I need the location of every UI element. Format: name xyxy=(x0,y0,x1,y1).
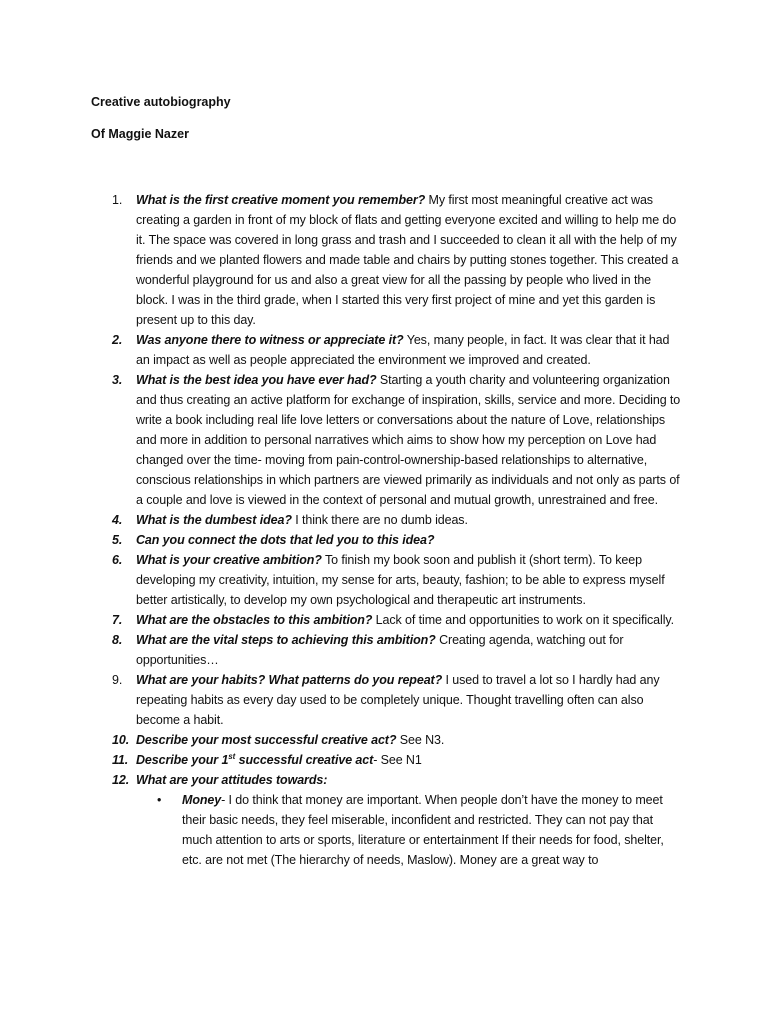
document-author-line: Of Maggie Nazer xyxy=(91,127,189,141)
question-text: What is the first creative moment you remember? xyxy=(136,193,426,207)
item-number: 12. xyxy=(112,773,130,787)
bullet-icon: • xyxy=(157,793,162,807)
question-text: Can you connect the dots that led you to this idea? xyxy=(136,533,435,547)
list-item xyxy=(0,330,681,370)
attitude-term: Money xyxy=(182,793,222,807)
answer-text: - See N1 xyxy=(373,753,422,767)
list-item xyxy=(0,670,681,730)
item-number: 8. xyxy=(112,633,123,647)
question-text: Was anyone there to witness or appreciate it? xyxy=(136,333,404,347)
answer-text: See N3. xyxy=(396,733,445,747)
answer-text: My first most meaningful creative act was creating a garden in front of my block of flats and getting everyone excited and willing to help me do it. The space was covered in long grass and trash and I succeeded to clean it all with the help of my friends and we planted flowers and made table and chairs by putting stones together. This created a wonderful playground for us and also a great view for all the passing by people who lived in the block. I was in the third grade, when I started this very first project of mine and yet this garden is present up to this day. xyxy=(136,193,679,327)
question-text: What are the vital steps to achieving this ambition? xyxy=(136,633,436,647)
answer-text: Creating agenda, watching out for opportunities… xyxy=(136,633,624,667)
item-number: 6. xyxy=(112,553,123,567)
question-text-start: Describe your 1 xyxy=(136,753,229,767)
document-title: Creative autobiography xyxy=(91,95,231,109)
list-item xyxy=(0,190,681,330)
sublist-item xyxy=(136,790,682,870)
question-text: Describe your most successful creative act? xyxy=(136,733,397,747)
ordinal-suffix: st xyxy=(228,752,236,761)
list-item xyxy=(0,770,681,870)
answer-text: I used to travel a lot so I hardly had any repeating habits as every day used to be completely unique. Thought travelling often can also become a habit. xyxy=(136,673,660,727)
list-item xyxy=(0,370,681,510)
attitude-text: - I do think that money are important. When people don’t have the money to meet their basic needs, they feel miserable, inconfident and restricted. They can not pay that much attention to arts or sports, literature or entertainment If their needs for food, shelter, etc. are not met (The hierarchy of needs, Maslow). Money are a great way to xyxy=(182,793,664,867)
item-number: 4. xyxy=(112,513,123,527)
attitudes-sublist xyxy=(136,790,681,870)
item-number: 1. xyxy=(112,193,123,207)
answer-text: Yes, many people, in fact. It was clear that it had an impact as well as people appreciated the environment we improved and created. xyxy=(136,333,670,367)
question-text: What are the obstacles to this ambition? xyxy=(136,613,373,627)
item-number: 9. xyxy=(112,673,123,687)
question-text: What are your habits? What patterns do you repeat? xyxy=(136,673,443,687)
item-number: 10. xyxy=(112,733,130,747)
question-list xyxy=(0,190,768,870)
question-text: What are your attitudes towards: xyxy=(136,773,328,787)
answer-text: Starting a youth charity and volunteering organization and thus creating an active platform for exchange of inspiration, skills, service and more. Deciding to write a book including real life love letters or conversations about the nature of Love, relationships and more in addition to personal narratives which aims to show how my perception on Love had changed over the time- moving from pain-control-ownership-based relationships to alternative, conscious relationships in which partners are viewed primarily as individuals and not only as parts of a couple and love is viewed in the context of personal and mutual growth, unrestrained and free. xyxy=(136,373,681,507)
list-item xyxy=(0,630,681,670)
question-text: What is your creative ambition? xyxy=(136,553,322,567)
answer-text: Lack of time and opportunities to work on it specifically. xyxy=(372,613,674,627)
question-text: What is the dumbest idea? xyxy=(136,513,292,527)
list-item xyxy=(0,530,681,550)
list-item xyxy=(0,750,681,770)
item-number: 11. xyxy=(112,753,129,767)
item-number: 5. xyxy=(112,533,123,547)
item-number: 2. xyxy=(112,333,123,347)
list-item xyxy=(0,730,681,750)
item-number: 3. xyxy=(112,373,123,387)
list-item xyxy=(0,550,681,610)
question-text-end: successful creative act xyxy=(235,753,374,767)
answer-text: To finish my book soon and publish it (short term). To keep developing my creativity, intuition, my sense for arts, beauty, fashion; to be able to express myself better artistically, to develop my own psychological and therapeutic art instruments. xyxy=(136,553,665,607)
list-item xyxy=(0,510,681,530)
answer-text: I think there are no dumb ideas. xyxy=(291,513,468,527)
question-text xyxy=(136,753,373,767)
question-text: What is the best idea you have ever had? xyxy=(136,373,377,387)
list-item xyxy=(0,610,681,630)
item-number: 7. xyxy=(112,613,123,627)
